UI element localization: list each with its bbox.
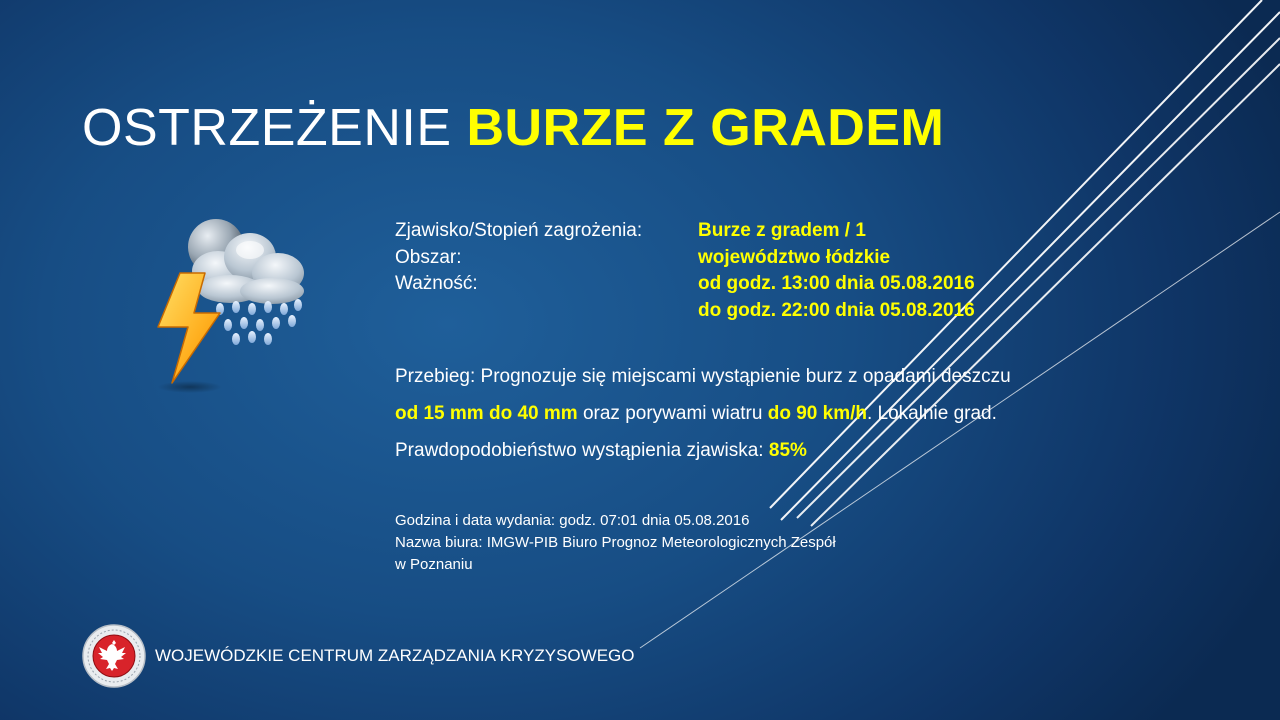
detail-value: od godz. 13:00 dnia 05.08.2016 <box>698 273 975 294</box>
detail-value: województwo łódzkie <box>698 246 891 268</box>
polish-eagle-emblem-icon <box>82 624 146 688</box>
forecast-line-2 <box>395 395 1155 432</box>
title-highlight: BURZE Z GRADEM <box>466 99 945 157</box>
detail-value: Burze z gradem / 1 <box>698 220 866 241</box>
rain-amount: od 15 mm do 40 mm <box>395 403 578 424</box>
issuing-office: Nazwa biura: IMGW-PIB Biuro Prognoz Meteorologicznych Zespół <box>395 534 836 551</box>
forecast-line-1: Przebieg: Prognozuje się miejscami wystąpienie burz z opadami deszczu <box>395 366 1011 387</box>
detail-label: Obszar: <box>395 246 462 268</box>
local-hail-text: . Lokalnie grad. <box>866 403 997 424</box>
probability-value: 85% <box>768 440 807 461</box>
title-prefix: OSTRZEŻENIE <box>82 99 452 157</box>
wind-speed: do 90 km/h <box>767 403 867 424</box>
probability-label: Prawdopodobieństwo wystąpienia zjawiska: <box>395 440 769 461</box>
page-title <box>82 98 944 158</box>
detail-value: do godz. 22:00 dnia 05.08.2016 <box>698 299 975 321</box>
detail-label: Zjawisko/Stopień zagrożenia: <box>395 220 643 241</box>
issue-time: Godzina i data wydania: godz. 07:01 dnia 05.08.2016 <box>395 512 750 529</box>
thunderstorm-hail-icon <box>150 215 310 395</box>
probability-line <box>395 432 1155 469</box>
forecast-description <box>395 358 1155 469</box>
wind-text: oraz porywami wiatru <box>577 403 768 424</box>
organization-name: WOJEWÓDZKIE CENTRUM ZARZĄDZANIA KRYZYSOWEGO <box>155 646 635 665</box>
detail-label: Ważność: <box>395 273 478 294</box>
issue-info <box>395 510 836 576</box>
issuing-office-city: w Poznaniu <box>395 556 473 573</box>
